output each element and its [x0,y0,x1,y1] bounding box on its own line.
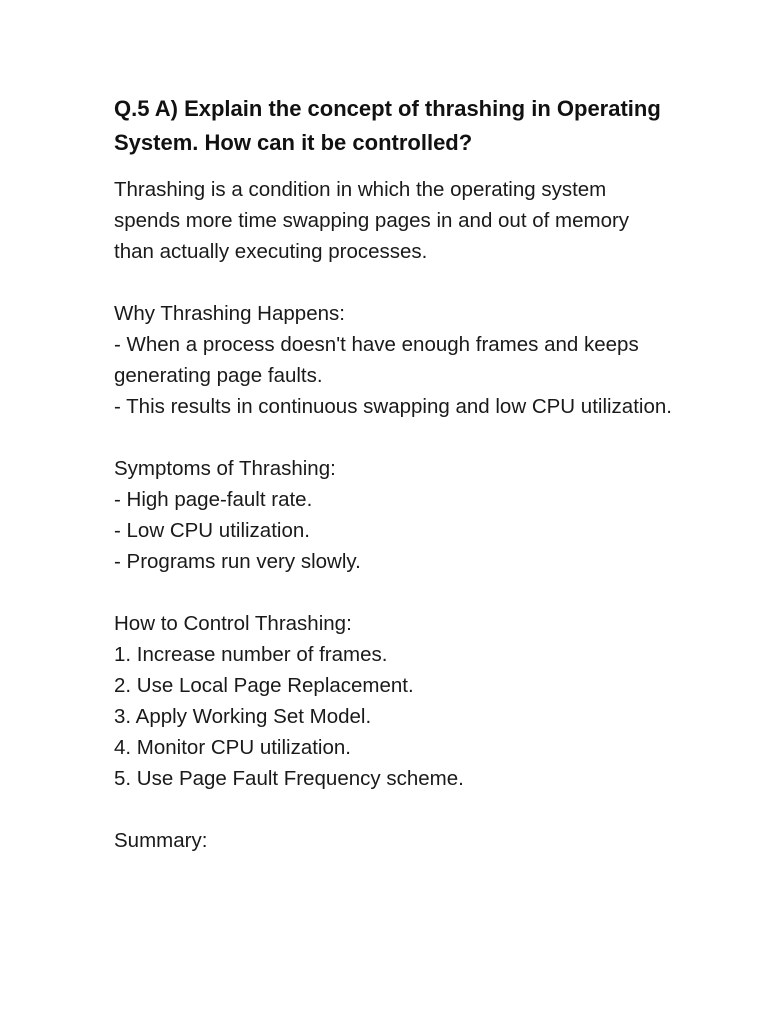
symptom-item: - High page-fault rate. [114,488,313,511]
control-item: 1. Increase number of frames. [114,643,388,666]
control-item: 5. Use Page Fault Frequency scheme. [114,767,464,790]
why-item: - This results in continuous swapping and low CPU utilization. [114,395,672,418]
summary-heading: Summary: [114,829,208,852]
intro-paragraph: Thrashing is a condition in which the operating system spends more time swapping pages in and out of memory than actually executing processes. [114,178,630,263]
control-item: 4. Monitor CPU utilization. [114,736,351,759]
control-section [114,608,674,794]
control-item: 2. Use Local Page Replacement. [114,674,414,697]
symptoms-section [114,453,674,577]
symptom-item: - Low CPU utilization. [114,519,310,542]
why-item: - When a process doesn't have enough frames and keeps generating page faults. [114,333,639,387]
summary-section [114,825,674,856]
control-item: 3. Apply Working Set Model. [114,705,372,728]
why-heading: Why Thrashing Happens: [114,302,345,325]
why-section [114,298,674,422]
document-page [114,92,674,856]
question-title: Q.5 A) Explain the concept of thrashing in Operating System. How can it be controlled? [114,96,661,155]
symptoms-heading: Symptoms of Thrashing: [114,457,336,480]
symptom-item: - Programs run very slowly. [114,550,361,573]
control-heading: How to Control Thrashing: [114,612,352,635]
